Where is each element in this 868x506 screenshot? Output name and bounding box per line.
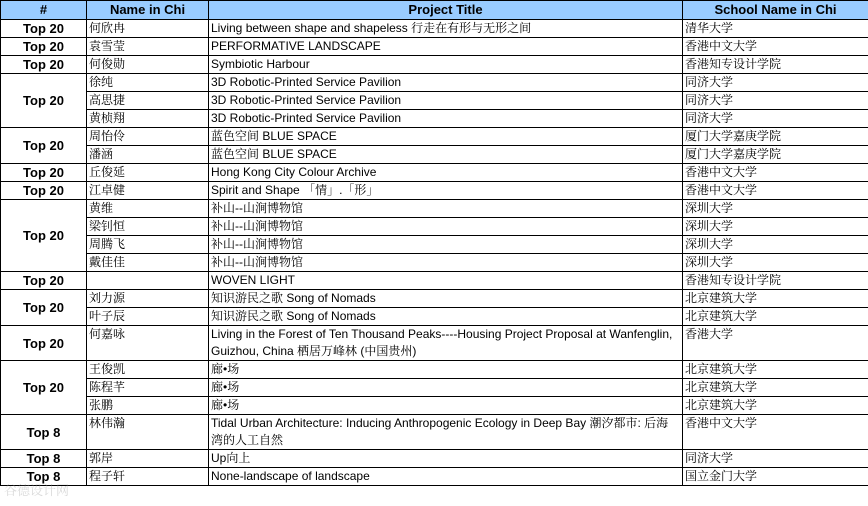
table-row <box>1 200 868 218</box>
project-title-cell: 廊•场 <box>209 397 683 415</box>
project-title-cell: 3D Robotic-Printed Service Pavilion <box>209 110 683 128</box>
header-rank[interactable]: # <box>1 1 87 20</box>
school-cell: 北京建筑大学 <box>683 308 868 326</box>
name-cell: 何俊勋 <box>87 56 209 74</box>
table-row <box>1 38 868 56</box>
school-cell: 香港中文大学 <box>683 182 868 200</box>
rank-cell: Top 20 <box>1 361 87 415</box>
project-title-cell: Hong Kong City Colour Archive <box>209 164 683 182</box>
rank-cell: Top 20 <box>1 182 87 200</box>
name-cell: 袁雪莹 <box>87 38 209 56</box>
school-cell: 北京建筑大学 <box>683 397 868 415</box>
table-row <box>1 110 868 128</box>
project-title-cell: Up向上 <box>209 450 683 468</box>
name-cell: 徐纯 <box>87 74 209 92</box>
name-cell: 丘俊延 <box>87 164 209 182</box>
school-cell: 同济大学 <box>683 92 868 110</box>
project-title-cell: 知识游民之歌 Song of Nomads <box>209 308 683 326</box>
table-row <box>1 236 868 254</box>
project-title-cell: None-landscape of landscape <box>209 468 683 486</box>
school-cell: 厦门大学嘉庚学院 <box>683 128 868 146</box>
school-cell: 深圳大学 <box>683 200 868 218</box>
table-row <box>1 272 868 290</box>
school-cell: 同济大学 <box>683 110 868 128</box>
school-cell: 厦门大学嘉庚学院 <box>683 146 868 164</box>
table-row <box>1 92 868 110</box>
project-title-cell: Symbiotic Harbour <box>209 56 683 74</box>
school-cell: 香港中文大学 <box>683 38 868 56</box>
rank-cell: Top 20 <box>1 326 87 361</box>
table-row <box>1 450 868 468</box>
project-title-cell: Living between shape and shapeless 行走在有形与无形之间 <box>209 20 683 38</box>
school-cell: 深圳大学 <box>683 236 868 254</box>
table-row <box>1 254 868 272</box>
project-title-cell: 3D Robotic-Printed Service Pavilion <box>209 92 683 110</box>
project-title-cell: 知识游民之歌 Song of Nomads <box>209 290 683 308</box>
name-cell: 高思捷 <box>87 92 209 110</box>
table-row <box>1 415 868 450</box>
table-row <box>1 361 868 379</box>
name-cell: 戴佳佳 <box>87 254 209 272</box>
name-cell: 程子轩 <box>87 468 209 486</box>
watermark-logo: 谷德设计网 <box>4 484 70 499</box>
header-name[interactable]: Name in Chi <box>87 1 209 20</box>
table-row <box>1 290 868 308</box>
table-row <box>1 128 868 146</box>
school-cell: 北京建筑大学 <box>683 379 868 397</box>
project-title-cell: Spirit and Shape 「情」.「形」 <box>209 182 683 200</box>
school-cell: 同济大学 <box>683 450 868 468</box>
project-title-cell: 蓝色空间 BLUE SPACE <box>209 128 683 146</box>
rank-cell: Top 20 <box>1 56 87 74</box>
table-row <box>1 308 868 326</box>
school-cell: 香港中文大学 <box>683 415 868 450</box>
table-row <box>1 146 868 164</box>
project-title-cell: 廊•场 <box>209 379 683 397</box>
name-cell: 陈程芊 <box>87 379 209 397</box>
rank-cell: Top 20 <box>1 38 87 56</box>
name-cell: 黄桢翔 <box>87 110 209 128</box>
rank-cell: Top 8 <box>1 468 87 486</box>
name-cell: 郭岸 <box>87 450 209 468</box>
rank-cell: Top 20 <box>1 164 87 182</box>
name-cell <box>87 272 209 290</box>
school-cell: 同济大学 <box>683 74 868 92</box>
project-title-cell: 3D Robotic-Printed Service Pavilion <box>209 74 683 92</box>
school-cell: 深圳大学 <box>683 254 868 272</box>
school-cell: 北京建筑大学 <box>683 361 868 379</box>
project-title-cell: Tidal Urban Architecture: Inducing Anthropogenic Ecology in Deep Bay 潮汐都市: 后海湾的人工自然 <box>209 415 683 450</box>
school-cell: 清华大学 <box>683 20 868 38</box>
rank-cell: Top 20 <box>1 290 87 326</box>
table-row <box>1 164 868 182</box>
table-row <box>1 20 868 38</box>
table-row <box>1 326 868 361</box>
name-cell: 黄维 <box>87 200 209 218</box>
table-row <box>1 56 868 74</box>
header-row <box>1 1 868 20</box>
name-cell: 叶子辰 <box>87 308 209 326</box>
table-row <box>1 397 868 415</box>
name-cell: 潘涵 <box>87 146 209 164</box>
rank-cell: Top 20 <box>1 20 87 38</box>
name-cell: 王俊凯 <box>87 361 209 379</box>
rank-cell: Top 20 <box>1 128 87 164</box>
name-cell: 何嘉咏 <box>87 326 209 361</box>
project-title-cell: WOVEN LIGHT <box>209 272 683 290</box>
school-cell: 北京建筑大学 <box>683 290 868 308</box>
name-cell: 周怡伶 <box>87 128 209 146</box>
table-row <box>1 379 868 397</box>
header-project-title[interactable]: Project Title <box>209 1 683 20</box>
name-cell: 张鹏 <box>87 397 209 415</box>
name-cell: 周腾飞 <box>87 236 209 254</box>
project-title-cell: 补山--山涧博物馆 <box>209 218 683 236</box>
table-row <box>1 182 868 200</box>
school-cell: 香港中文大学 <box>683 164 868 182</box>
table-row <box>1 74 868 92</box>
school-cell: 香港知专设计学院 <box>683 272 868 290</box>
project-title-cell: PERFORMATIVE LANDSCAPE <box>209 38 683 56</box>
table-body <box>1 20 868 486</box>
rank-cell: Top 20 <box>1 272 87 290</box>
name-cell: 梁钊恒 <box>87 218 209 236</box>
project-title-cell: 补山--山涧博物馆 <box>209 236 683 254</box>
name-cell: 林伟瀚 <box>87 415 209 450</box>
table-row <box>1 468 868 486</box>
project-title-cell: 蓝色空间 BLUE SPACE <box>209 146 683 164</box>
header-school[interactable]: School Name in Chi <box>683 1 868 20</box>
name-cell: 江卓健 <box>87 182 209 200</box>
rank-cell: Top 20 <box>1 200 87 272</box>
name-cell: 刘力源 <box>87 290 209 308</box>
school-cell: 香港大学 <box>683 326 868 361</box>
project-title-cell: 补山--山涧博物馆 <box>209 200 683 218</box>
rank-cell: Top 8 <box>1 450 87 468</box>
school-cell: 香港知专设计学院 <box>683 56 868 74</box>
project-title-cell: Living in the Forest of Ten Thousand Peaks----Housing Project Proposal at Wanfenglin, Guizhou, China 栖居万峰林 (中国贵州) <box>209 326 683 361</box>
project-title-cell: 补山--山涧博物馆 <box>209 254 683 272</box>
name-cell: 何欣冉 <box>87 20 209 38</box>
table-row <box>1 218 868 236</box>
school-cell: 深圳大学 <box>683 218 868 236</box>
school-cell: 国立金门大学 <box>683 468 868 486</box>
project-title-cell: 廊•场 <box>209 361 683 379</box>
rank-cell: Top 8 <box>1 415 87 450</box>
rank-cell: Top 20 <box>1 74 87 128</box>
